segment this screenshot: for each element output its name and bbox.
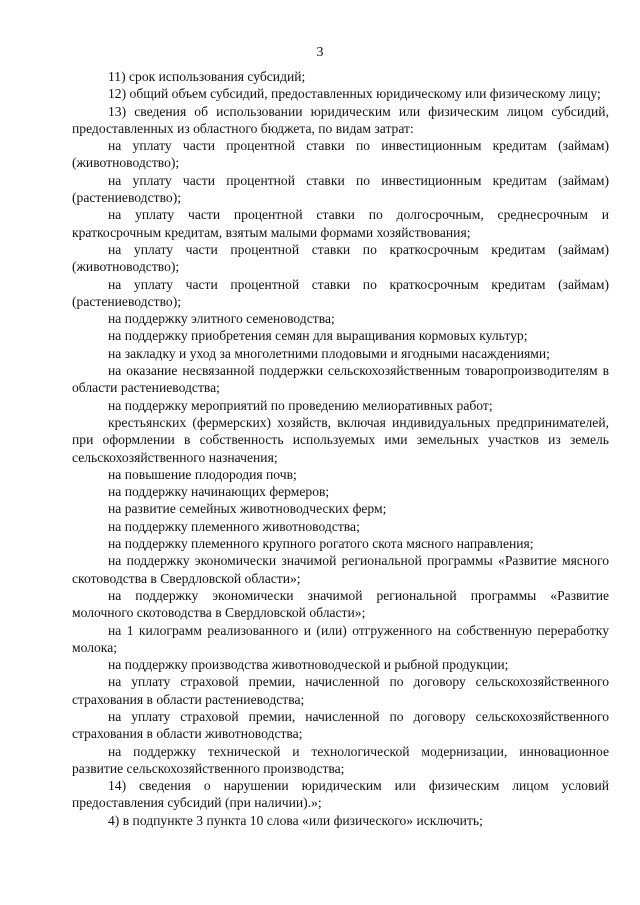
paragraph: на уплату страховой премии, начисленной по договору сельскохозяйственного страхования в области растениеводства;	[72, 674, 609, 707]
paragraph: на поддержку производства животноводческой и рыбной продукции;	[108, 657, 509, 673]
paragraph: на поддержку мероприятий по проведению мелиоративных работ;	[108, 397, 493, 413]
paragraph: на закладку и уход за многолетними плодовыми и ягодными насаждениями;	[108, 345, 550, 361]
paragraph: на поддержку племенного животноводства;	[108, 518, 360, 534]
paragraph: на поддержку начинающих фермеров;	[108, 484, 330, 500]
paragraph: на поддержку приобретения семян для выращивания кормовых культур;	[108, 328, 528, 344]
paragraph: на повышение плодородия почв;	[108, 466, 297, 482]
paragraph: на поддержку технической и технологической модернизации, инновационное развитие сельскохозяйственного производства;	[72, 743, 609, 776]
paragraph: на поддержку экономически значимой региональной программы «Развитие молочного скотоводства в Свердловской области»;	[72, 587, 609, 621]
paragraph: на уплату части процентной ставки по инвестиционным кредитам (займам) (животноводство);	[72, 138, 609, 171]
paragraph: на уплату части процентной ставки по инвестиционным кредитам (займам) (растениеводство);	[72, 172, 609, 206]
paragraph: на уплату части процентной ставки по долгосрочным, среднесрочным и краткосрочным кредитам, взятым малыми формами хозяйствования;	[72, 207, 609, 240]
paragraph: на поддержку экономически значимой региональной программы «Развитие мясного скотоводства в Свердловской области»;	[72, 553, 609, 586]
paragraph: 11) срок использования субсидий;	[108, 69, 306, 84]
paragraph: на оказание несвязанной поддержки сельскохозяйственным товаропроизводителям в области растениеводства;	[72, 363, 609, 396]
document-body	[72, 68, 609, 829]
paragraph: на 1 килограмм реализованного и (или) отгруженного на собственную переработку молока;	[72, 622, 609, 655]
paragraph: крестьянских (фермерских) хозяйств, включая индивидуальных предпринимателей, при оформлении в собственность используемых ими земельных участков из земель сельскохозяйственного назначения;	[72, 414, 609, 465]
paragraph: на уплату части процентной ставки по краткосрочным кредитам (займам) (животноводство);	[72, 241, 609, 275]
paragraph: 14) сведения о нарушении юридическим или физическим лицом условий предоставления субсидий (при наличии).»;	[72, 778, 609, 811]
paragraph: на развитие семейных животноводческих ферм;	[108, 501, 387, 517]
paragraph: на уплату части процентной ставки по краткосрочным кредитам (займам) (растениеводство);	[72, 276, 609, 309]
paragraph: на поддержку элитного семеноводства;	[108, 311, 335, 327]
paragraph: 12) общий объем субсидий, предоставленных юридическому или физическому лицу;	[108, 86, 601, 102]
paragraph: 4) в подпункте 3 пункта 10 слова «или физического» исключить;	[108, 812, 483, 828]
page-number: 3	[316, 45, 324, 60]
paragraph: 13) сведения об использовании юридическим или физическим лицом субсидий, предоставленных из областного бюджета, по видам затрат:	[72, 103, 609, 136]
paragraph: на поддержку племенного крупного рогатого скота мясного направления;	[108, 536, 534, 552]
paragraph: на уплату страховой премии, начисленной по договору сельскохозяйственного страхования в области животноводства;	[72, 708, 609, 742]
